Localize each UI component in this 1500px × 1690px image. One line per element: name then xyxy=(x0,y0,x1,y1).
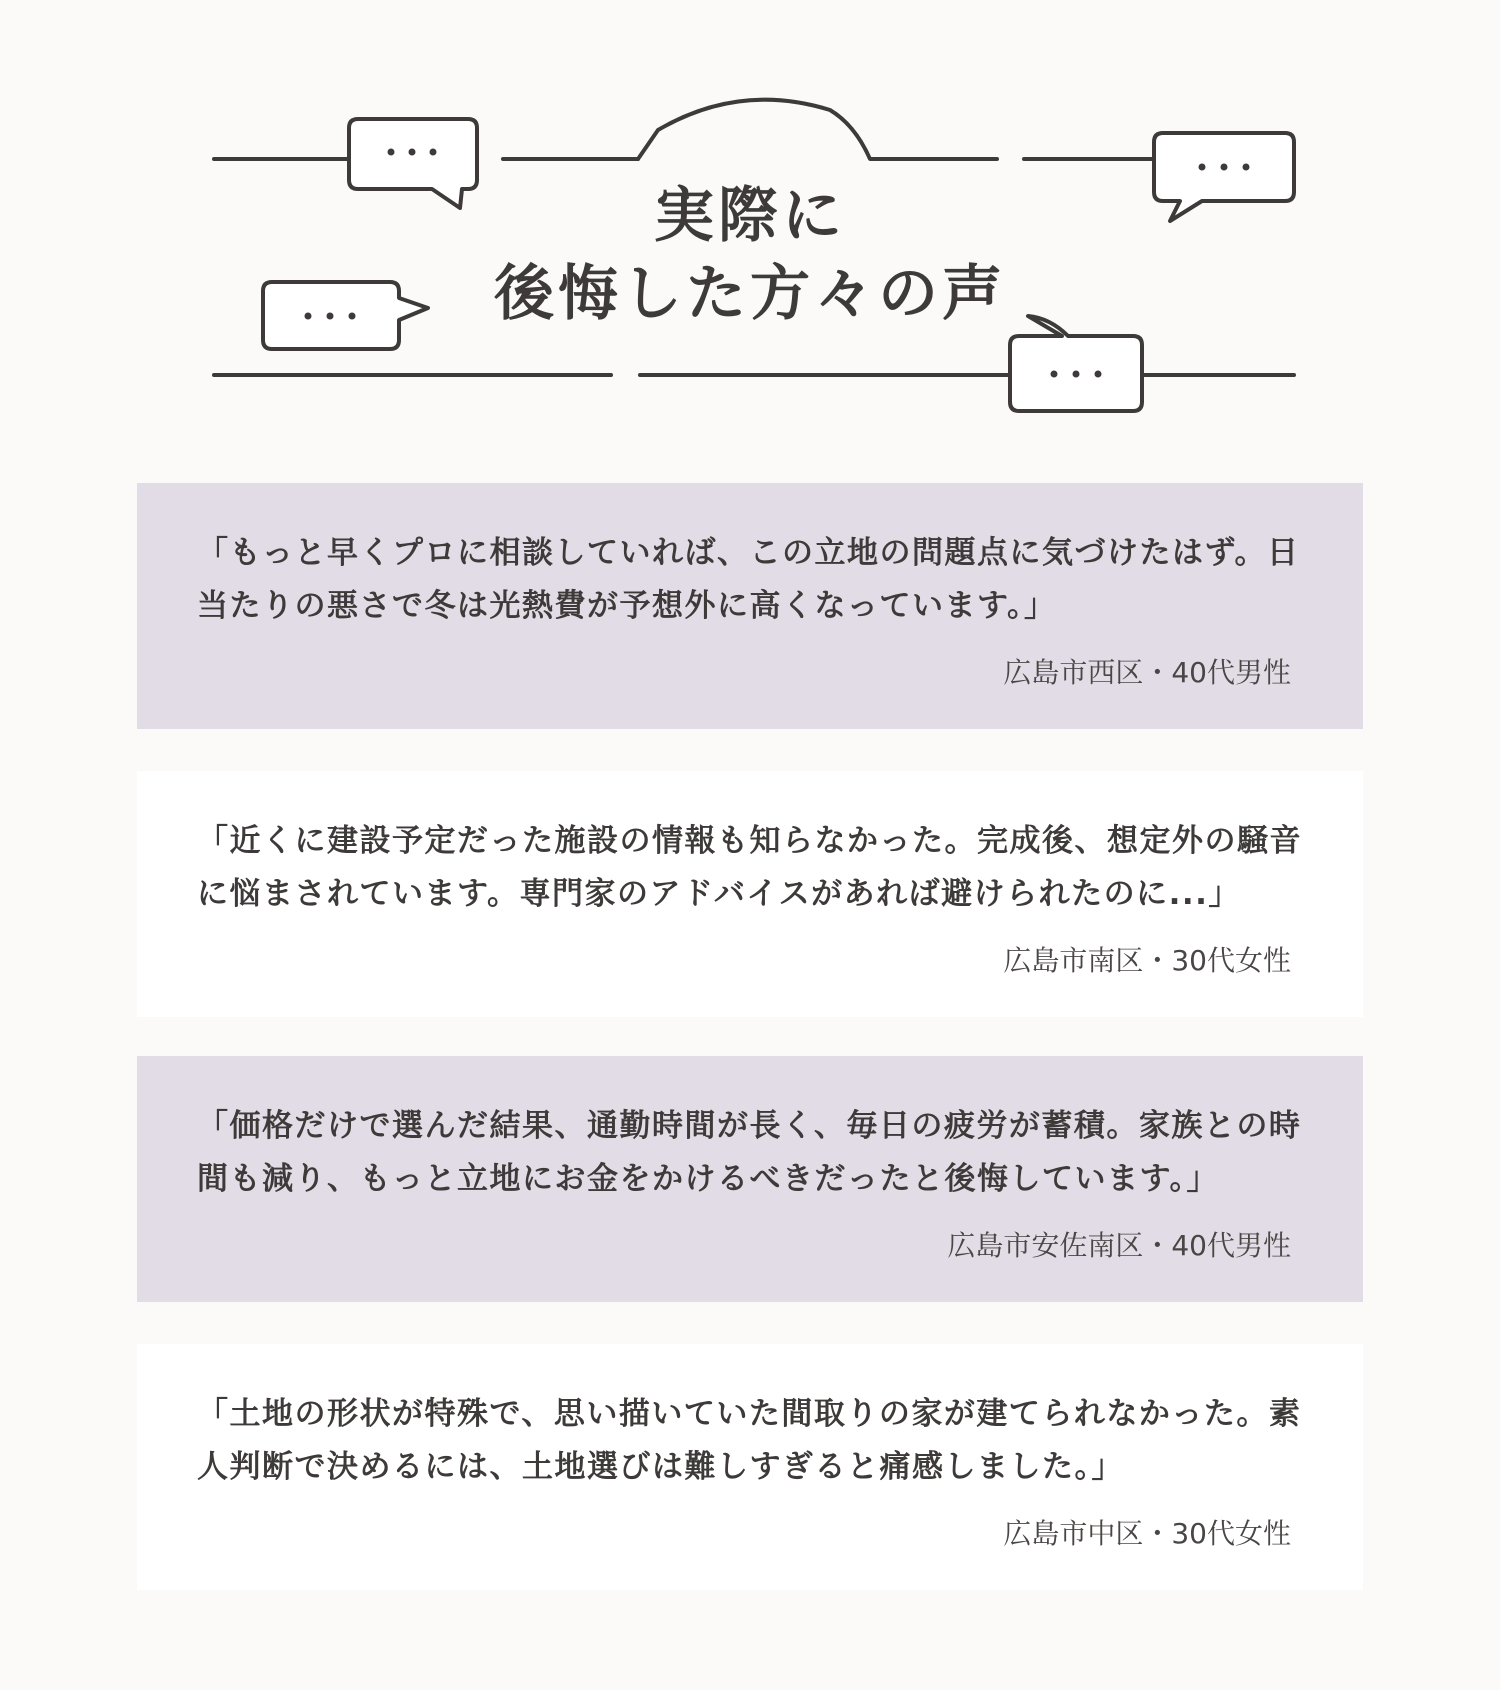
testimonial-quote: 「もっと早くプロに相談していれば、この立地の問題点に気づけたはず。日当たりの悪さで冬は光熱費が予想外に高くなっています。」 xyxy=(197,535,1300,624)
testimonial-card xyxy=(137,1344,1363,1590)
heading-illustration xyxy=(0,0,1500,440)
testimonial-quote: 「価格だけで選んだ結果、通勤時間が長く、毎日の疲労が蓄積。家族との時間も減り、もっと立地にお金をかけるべきだったと後悔しています。」 xyxy=(197,1108,1302,1197)
testimonial-author: 広島市安佐南区・40代男性 xyxy=(947,1229,1291,1262)
testimonial-author: 広島市南区・30代女性 xyxy=(1003,944,1291,977)
testimonial-author: 広島市中区・30代女性 xyxy=(1003,1517,1291,1550)
page-title-line2: 後悔した方々の声 xyxy=(494,259,1006,329)
testimonial-card xyxy=(137,771,1363,1017)
page-title-line1: 実際に xyxy=(654,181,846,251)
testimonial-card xyxy=(137,1056,1363,1302)
testimonial-quote: 「近くに建設予定だった施設の情報も知らなかった。完成後、想定外の騒音に悩まされています。専門家のアドバイスがあれば避けられたのに...」 xyxy=(197,823,1302,912)
testimonial-author: 広島市西区・40代男性 xyxy=(1003,656,1291,689)
testimonial-quote: 「土地の形状が特殊で、思い描いていた間取りの家が建てられなかった。素人判断で決めるには、土地選びは難しすぎると痛感しました。」 xyxy=(197,1396,1302,1485)
testimonial-card xyxy=(137,483,1363,729)
